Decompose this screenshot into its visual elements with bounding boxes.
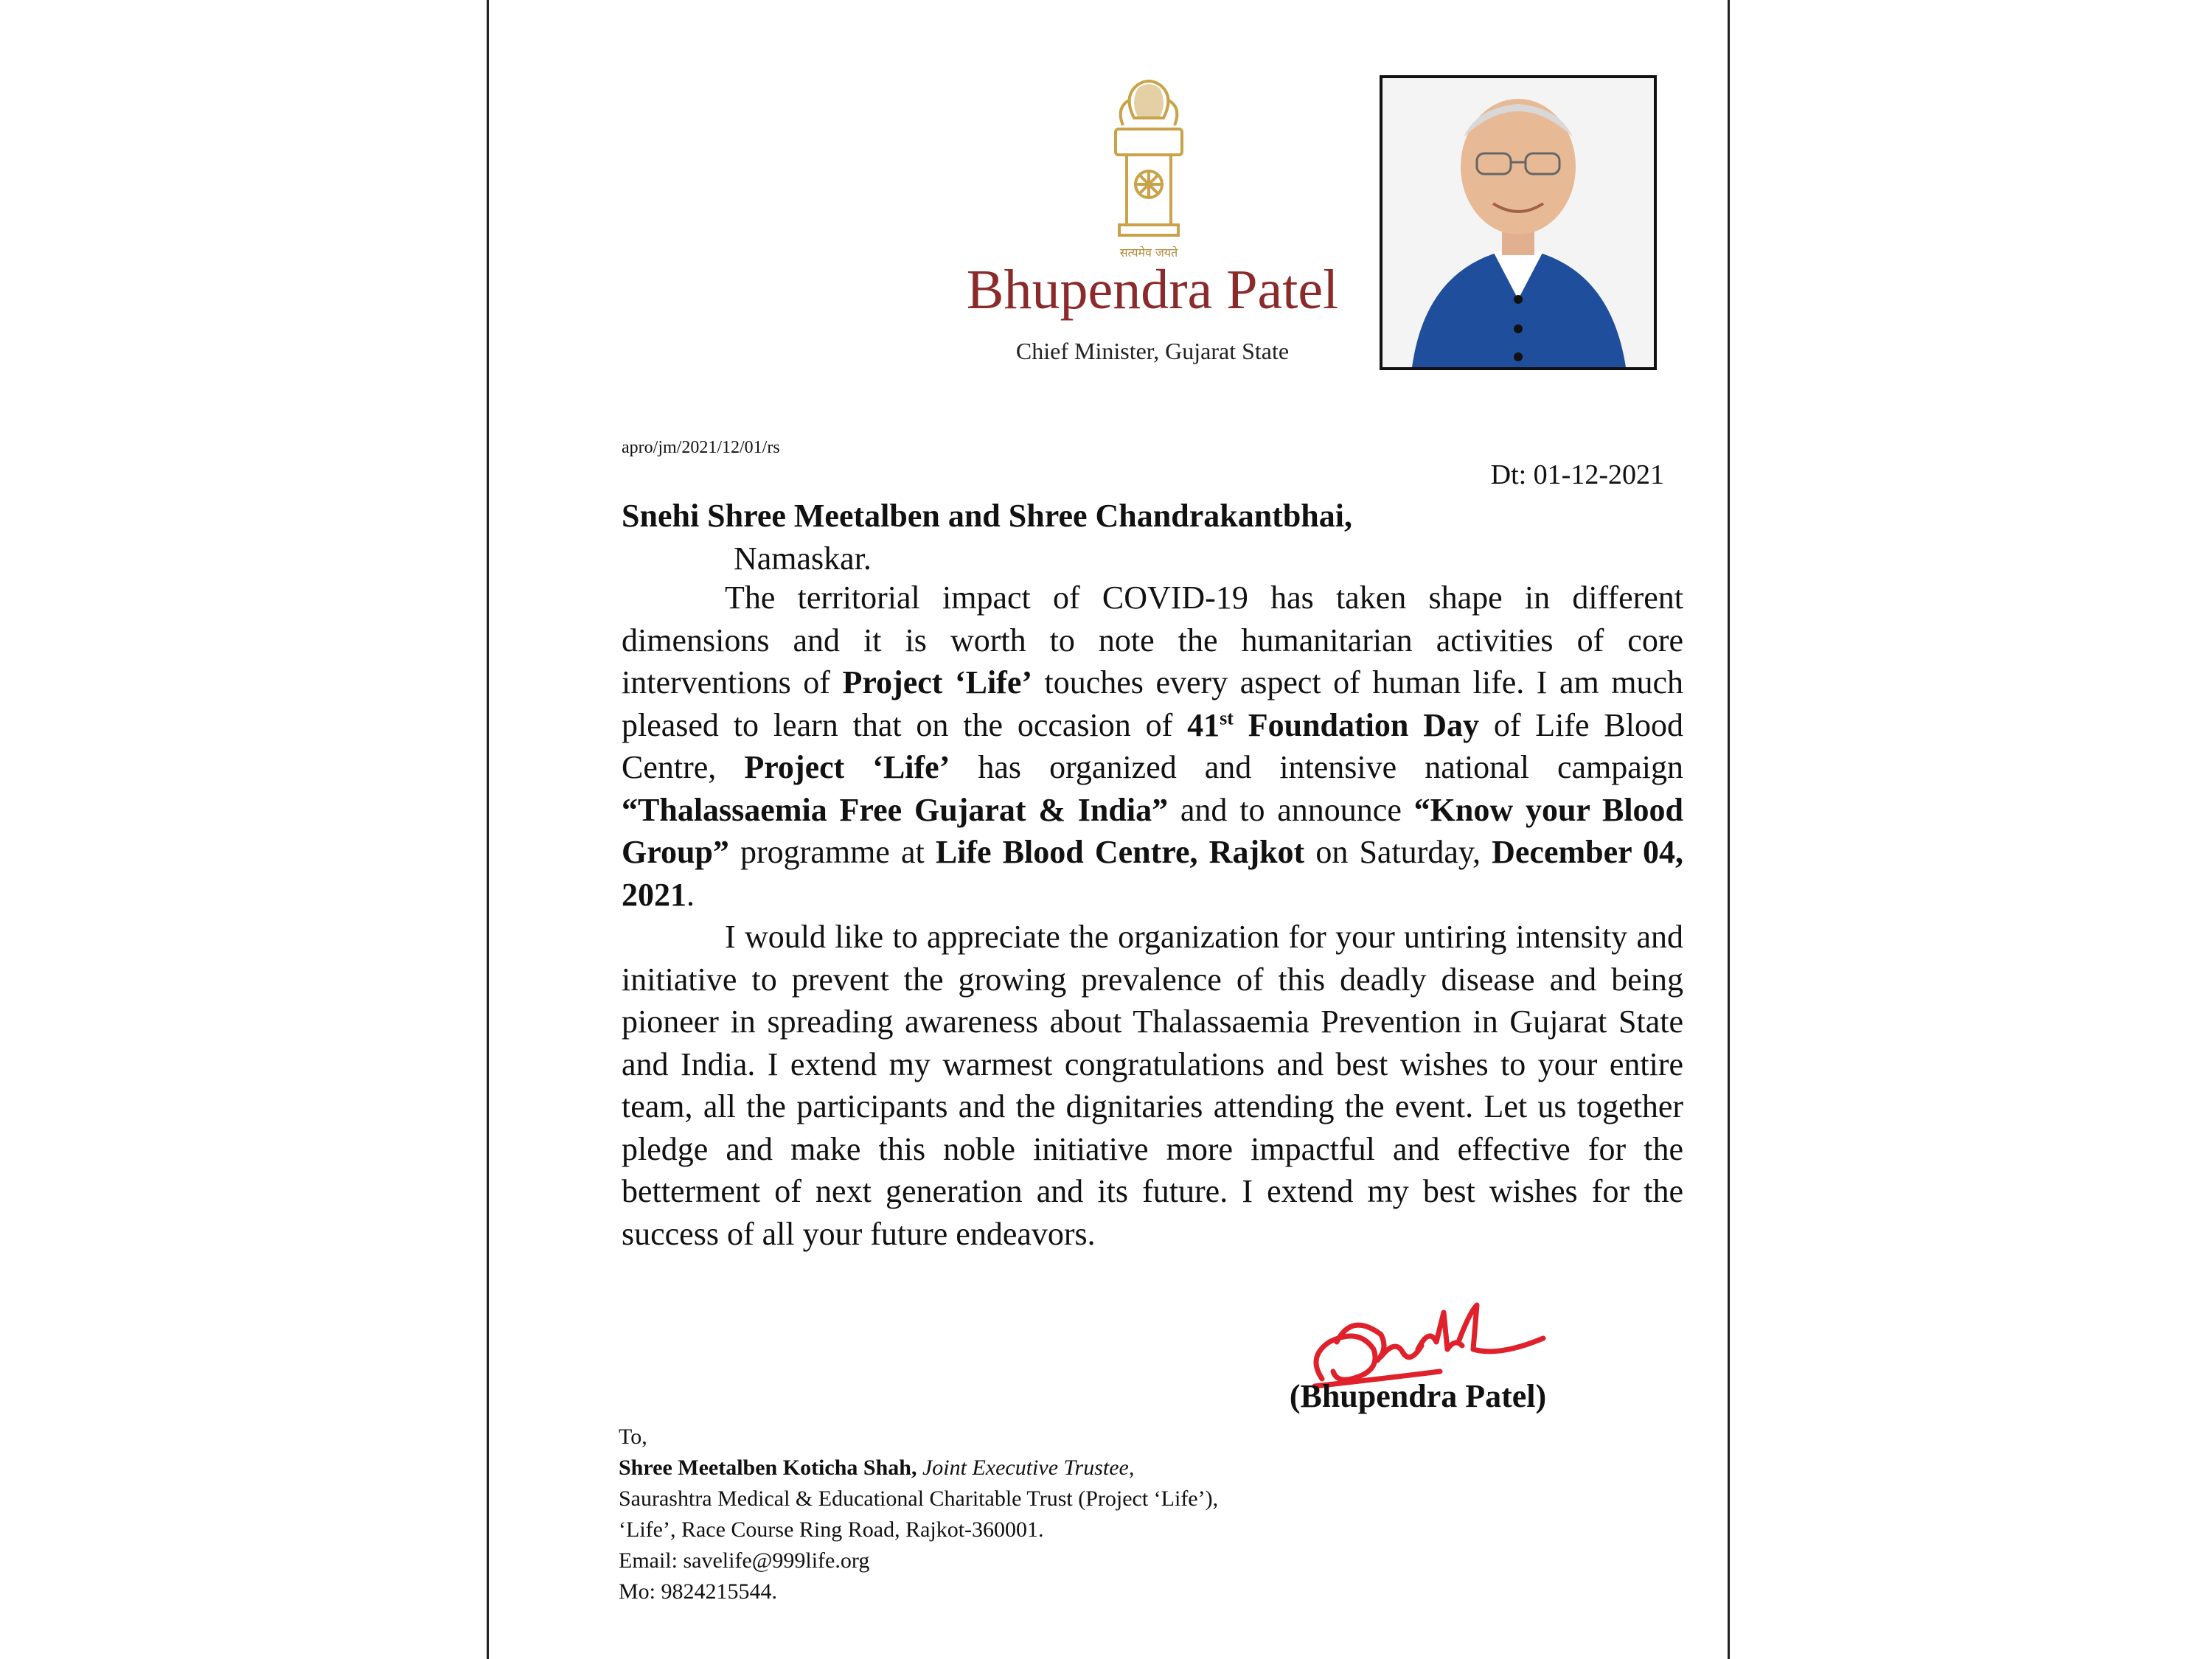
salutation: Snehi Shree Meetalben and Shree Chandrakantbhai, [622, 498, 1352, 534]
paragraph-1: The territorial impact of COVID-19 has taken shape in different dimensions and it is worth to note the humanitarian activities of core interventions of Project ‘Life’ touches every aspect of human life. I am much pleased to learn that on the occasion of 41st Foundation Day of Life Blood Centre, Project ‘Life’ has organized and intensive national campaign “Thalassaemia Free Gujarat & India” and to announce “Know your Blood Group” programme at Life Blood Centre, Rajkot on Saturday, December 04, 2021. [622, 580, 1684, 913]
address-email: Email: savelife@999life.org [619, 1548, 870, 1573]
letter-body [622, 577, 1683, 1255]
address-mobile: Mo: 9824215544. [619, 1579, 778, 1604]
greeting: Namaskar. [734, 540, 872, 577]
letter-date: Dt: 01-12-2021 [1490, 459, 1664, 490]
header-name: Bhupendra Patel [966, 259, 1339, 321]
ashoka-emblem-icon [1093, 74, 1204, 265]
letter-page [487, 0, 1730, 1659]
recipient-address [619, 1422, 1218, 1607]
signee-name: (Bhupendra Patel) [1289, 1378, 1547, 1414]
reference-number: apro/jm/2021/12/01/rs [622, 438, 780, 457]
header-title: Chief Minister, Gujarat State [1015, 338, 1290, 364]
emblem-motto: सत्यमेव जयते [1119, 246, 1178, 260]
address-line-1: Saurashtra Medical & Educational Charitable Trust (Project ‘Life’), [619, 1486, 1219, 1511]
portrait-photo [1380, 75, 1657, 370]
address-to: To, [619, 1425, 647, 1449]
address-recipient: Shree Meetalben Koticha Shah, Joint Executive Trustee, [619, 1455, 1135, 1480]
paragraph-2: I would like to appreciate the organization for your untiring intensity and initiative to prevent the growing prevalence of this deadly disease and being pioneer in spreading awareness about Thalassaemia Prevention in Gujarat State and India. I extend my warmest congratulations and best wishes to your entire team, all the participants and the dignitaries attending the event. Let us together pledge and make this noble initiative more impactful and effective for the betterment of next generation and its future. I extend my best wishes for the success of all your future endeavors. [622, 919, 1683, 1252]
address-line-2: ‘Life’, Race Course Ring Road, Rajkot-360001. [619, 1517, 1044, 1542]
